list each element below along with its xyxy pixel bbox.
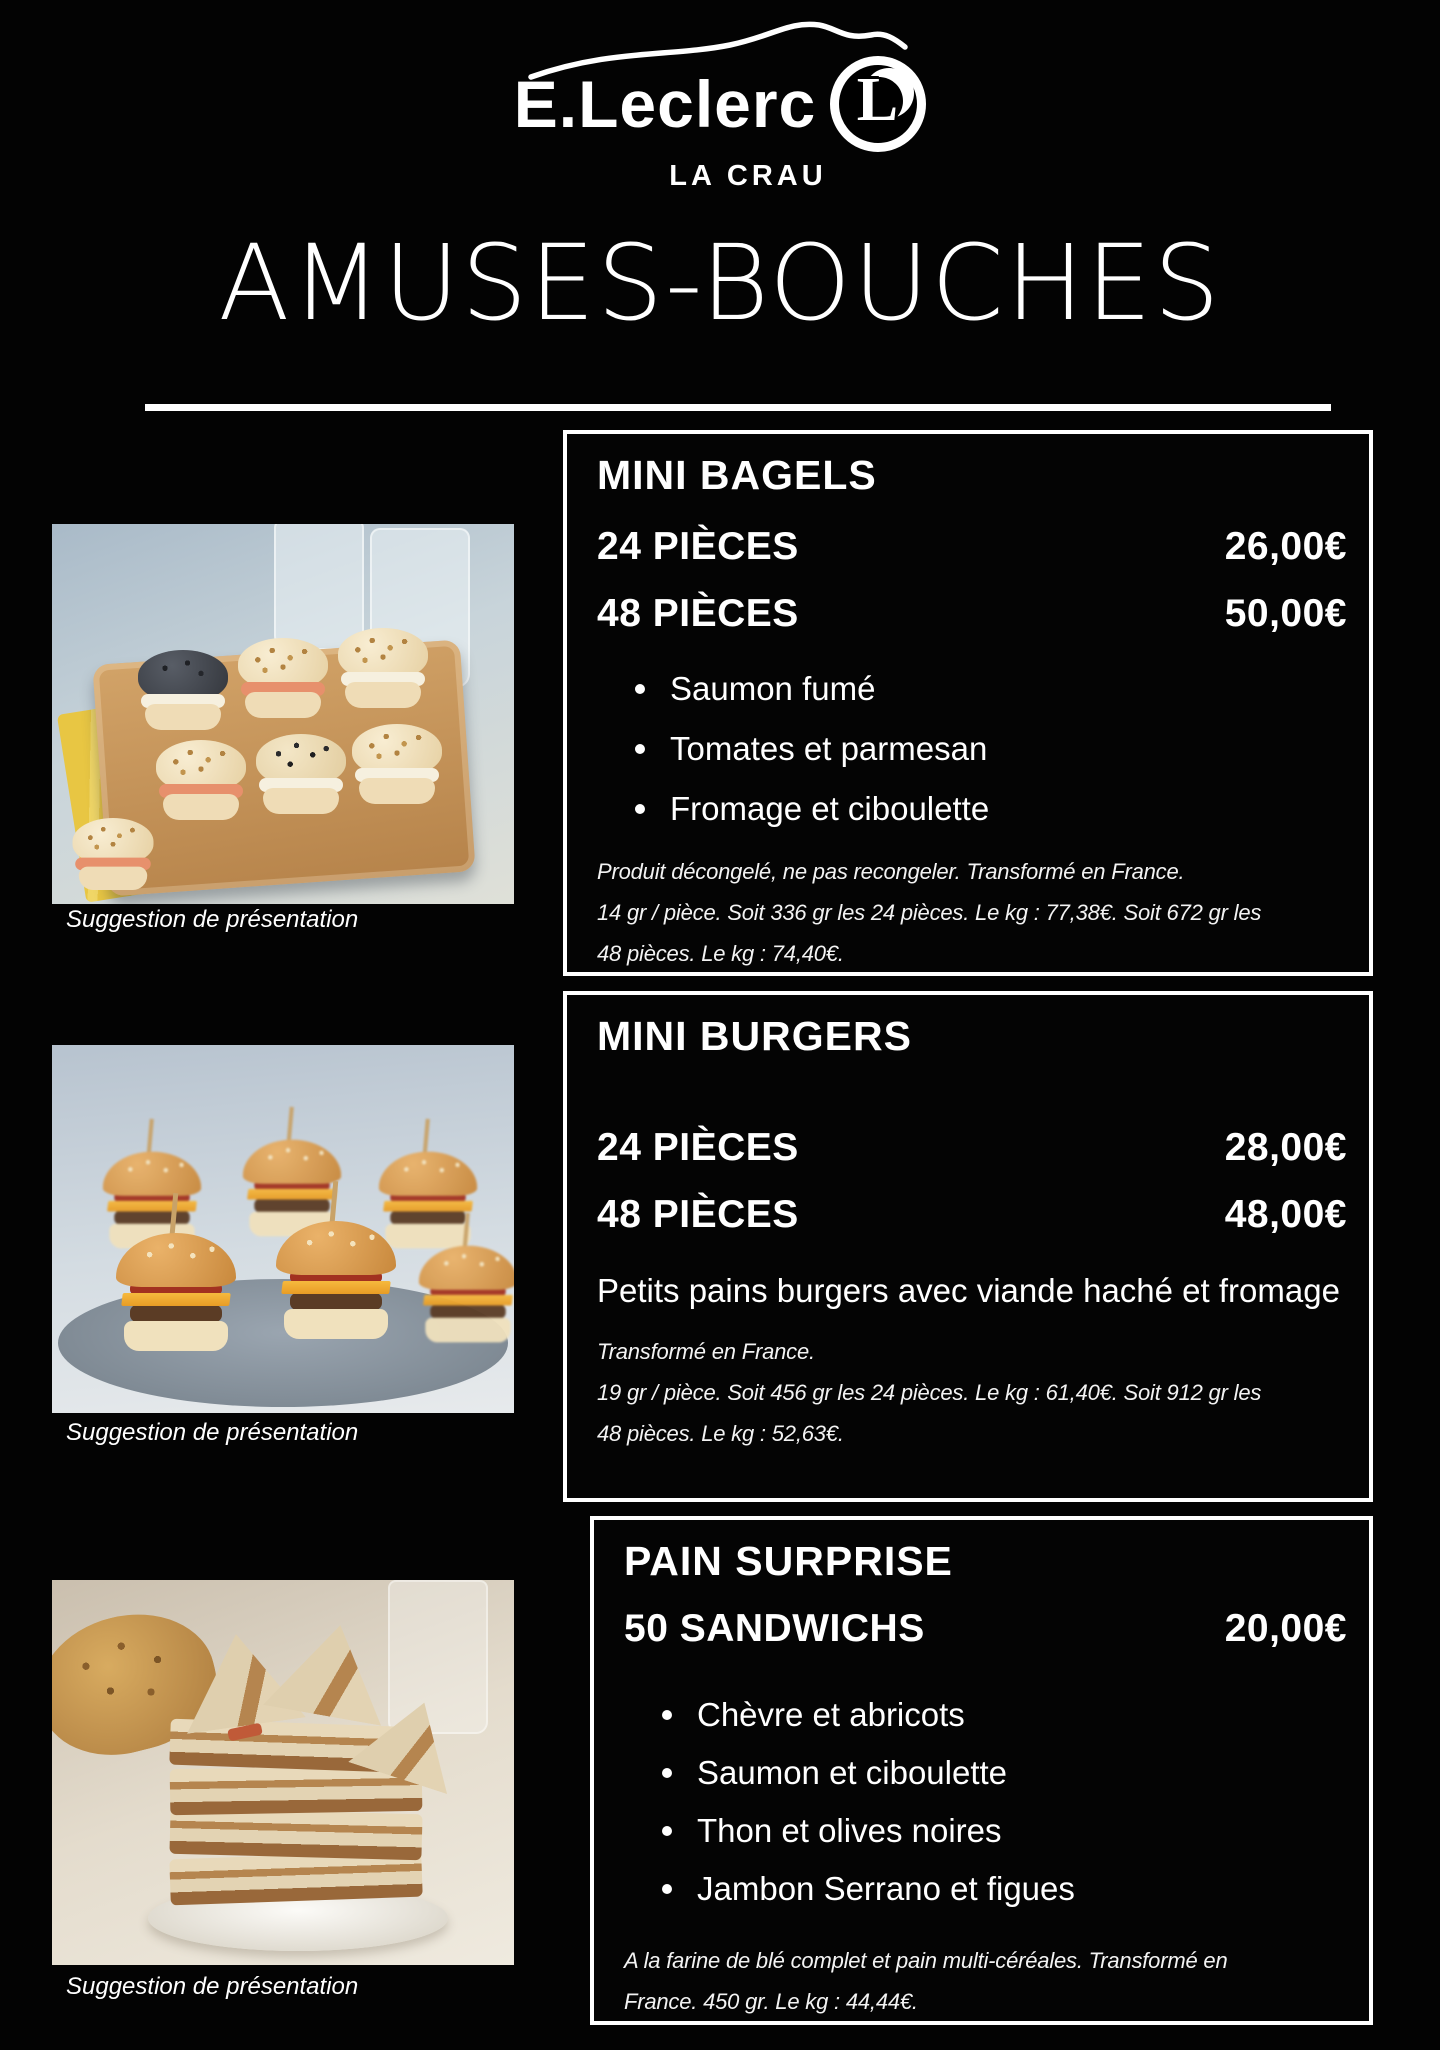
price-row (597, 513, 1353, 580)
section-title: MINI BAGELS (597, 452, 877, 498)
photo-caption: Suggestion de présentation (66, 906, 359, 933)
store-name: LA CRAU (669, 160, 827, 192)
section-mini-bagels (563, 430, 1373, 976)
flavour-item (624, 1802, 1353, 1860)
leclerc-l-logo-icon (830, 56, 926, 152)
fine-print-line: 19 gr / pièce. Soit 456 gr les 24 pièces. Le kg : 61,40€. Soit 912 gr les (597, 1380, 1262, 1405)
mini-burger (116, 1233, 236, 1351)
fine-print-line: 14 gr / pièce. Soit 336 gr les 24 pièces. Le kg : 77,38€. Soit 672 gr les (597, 900, 1262, 925)
price-value: 48,00€ (1224, 1192, 1347, 1236)
price-row (597, 1114, 1353, 1181)
flavour-list (597, 659, 1353, 839)
fine-print-line: 48 pièces. Le kg : 52,63€. (597, 1421, 844, 1446)
flavour-item (624, 1686, 1353, 1744)
flavour-label: Jambon Serrano et figues (697, 1870, 1075, 1907)
bullet-icon (662, 1768, 672, 1778)
section-mini-burgers (563, 991, 1373, 1502)
quantity-label: 24 PIÈCES (597, 524, 799, 568)
price-value: 20,00€ (1224, 1606, 1347, 1650)
mini-bagel (338, 628, 428, 708)
fine-print-line: France. 450 gr. Le kg : 44,44€. (624, 1989, 918, 2014)
glass-decoration (388, 1580, 488, 1734)
page-title: AMUSES-BOUCHES (218, 222, 1222, 344)
flavour-label: Saumon et ciboulette (697, 1754, 1008, 1791)
quantity-label: 48 PIÈCES (597, 591, 799, 635)
section-title: PAIN SURPRISE (624, 1538, 953, 1584)
mini-burger (419, 1246, 514, 1343)
flavour-list (624, 1686, 1353, 1918)
bullet-icon (662, 1826, 672, 1836)
fine-print (597, 1331, 1353, 1454)
sandwich-layer (169, 1808, 422, 1861)
logo-letter: L (856, 65, 899, 134)
price-row (597, 580, 1353, 647)
flavour-item (624, 1744, 1353, 1802)
quantity-label: 24 PIÈCES (597, 1125, 799, 1169)
photo-mini-bagels (52, 524, 514, 904)
photo-mini-burgers (52, 1045, 514, 1413)
fine-print (624, 1940, 1353, 2022)
flavour-label: Tomates et parmesan (670, 730, 988, 767)
price-value: 50,00€ (1224, 591, 1347, 635)
price-rows (597, 513, 1353, 647)
mini-bagel (156, 740, 246, 820)
photo-caption: Suggestion de présentation (66, 1419, 359, 1446)
price-row (597, 1181, 1353, 1248)
bullet-icon (635, 684, 645, 694)
section-description: Petits pains burgers avec viande haché et fromage (597, 1272, 1340, 1309)
section-title: MINI BURGERS (597, 1013, 912, 1059)
mini-bagel (256, 734, 346, 814)
fine-print-line: A la farine de blé complet et pain multi-céréales. Transformé en (624, 1948, 1228, 1973)
flavour-item (597, 719, 1353, 779)
mini-bagel (138, 650, 228, 730)
photo-caption: Suggestion de présentation (66, 1973, 359, 2000)
mini-bagel (238, 638, 328, 718)
section-pain-surprise (590, 1516, 1373, 2025)
brand-name: E.Leclerc (513, 67, 817, 141)
flavour-item (597, 779, 1353, 839)
price-rows (597, 1114, 1353, 1248)
price-value: 28,00€ (1224, 1125, 1347, 1169)
flavour-label: Saumon fumé (670, 670, 876, 707)
mini-burger (276, 1221, 396, 1339)
bullet-icon (635, 804, 645, 814)
mini-bagel (73, 818, 154, 890)
fine-print-line: Transformé en France. (597, 1339, 815, 1364)
bullet-icon (635, 744, 645, 754)
price-rows (624, 1595, 1353, 1662)
flavour-label: Chèvre et abricots (697, 1696, 965, 1733)
flavour-label: Thon et olives noires (697, 1812, 1002, 1849)
bullet-icon (662, 1710, 672, 1720)
mini-bagel (352, 724, 442, 804)
price-value: 26,00€ (1224, 524, 1347, 568)
quantity-label: 50 SANDWICHS (624, 1606, 925, 1650)
flavour-item (597, 659, 1353, 719)
brand-row (0, 56, 1440, 152)
flavour-item (624, 1860, 1353, 1918)
title-underline (145, 404, 1331, 411)
fine-print-line: 48 pièces. Le kg : 74,40€. (597, 941, 844, 966)
fine-print-line: Produit décongelé, ne pas recongeler. Transformé en France. (597, 859, 1185, 884)
fine-print (597, 851, 1353, 974)
price-row (624, 1595, 1353, 1662)
bullet-icon (662, 1884, 672, 1894)
quantity-label: 48 PIÈCES (597, 1192, 799, 1236)
flavour-label: Fromage et ciboulette (670, 790, 990, 827)
photo-pain-surprise (52, 1580, 514, 1965)
